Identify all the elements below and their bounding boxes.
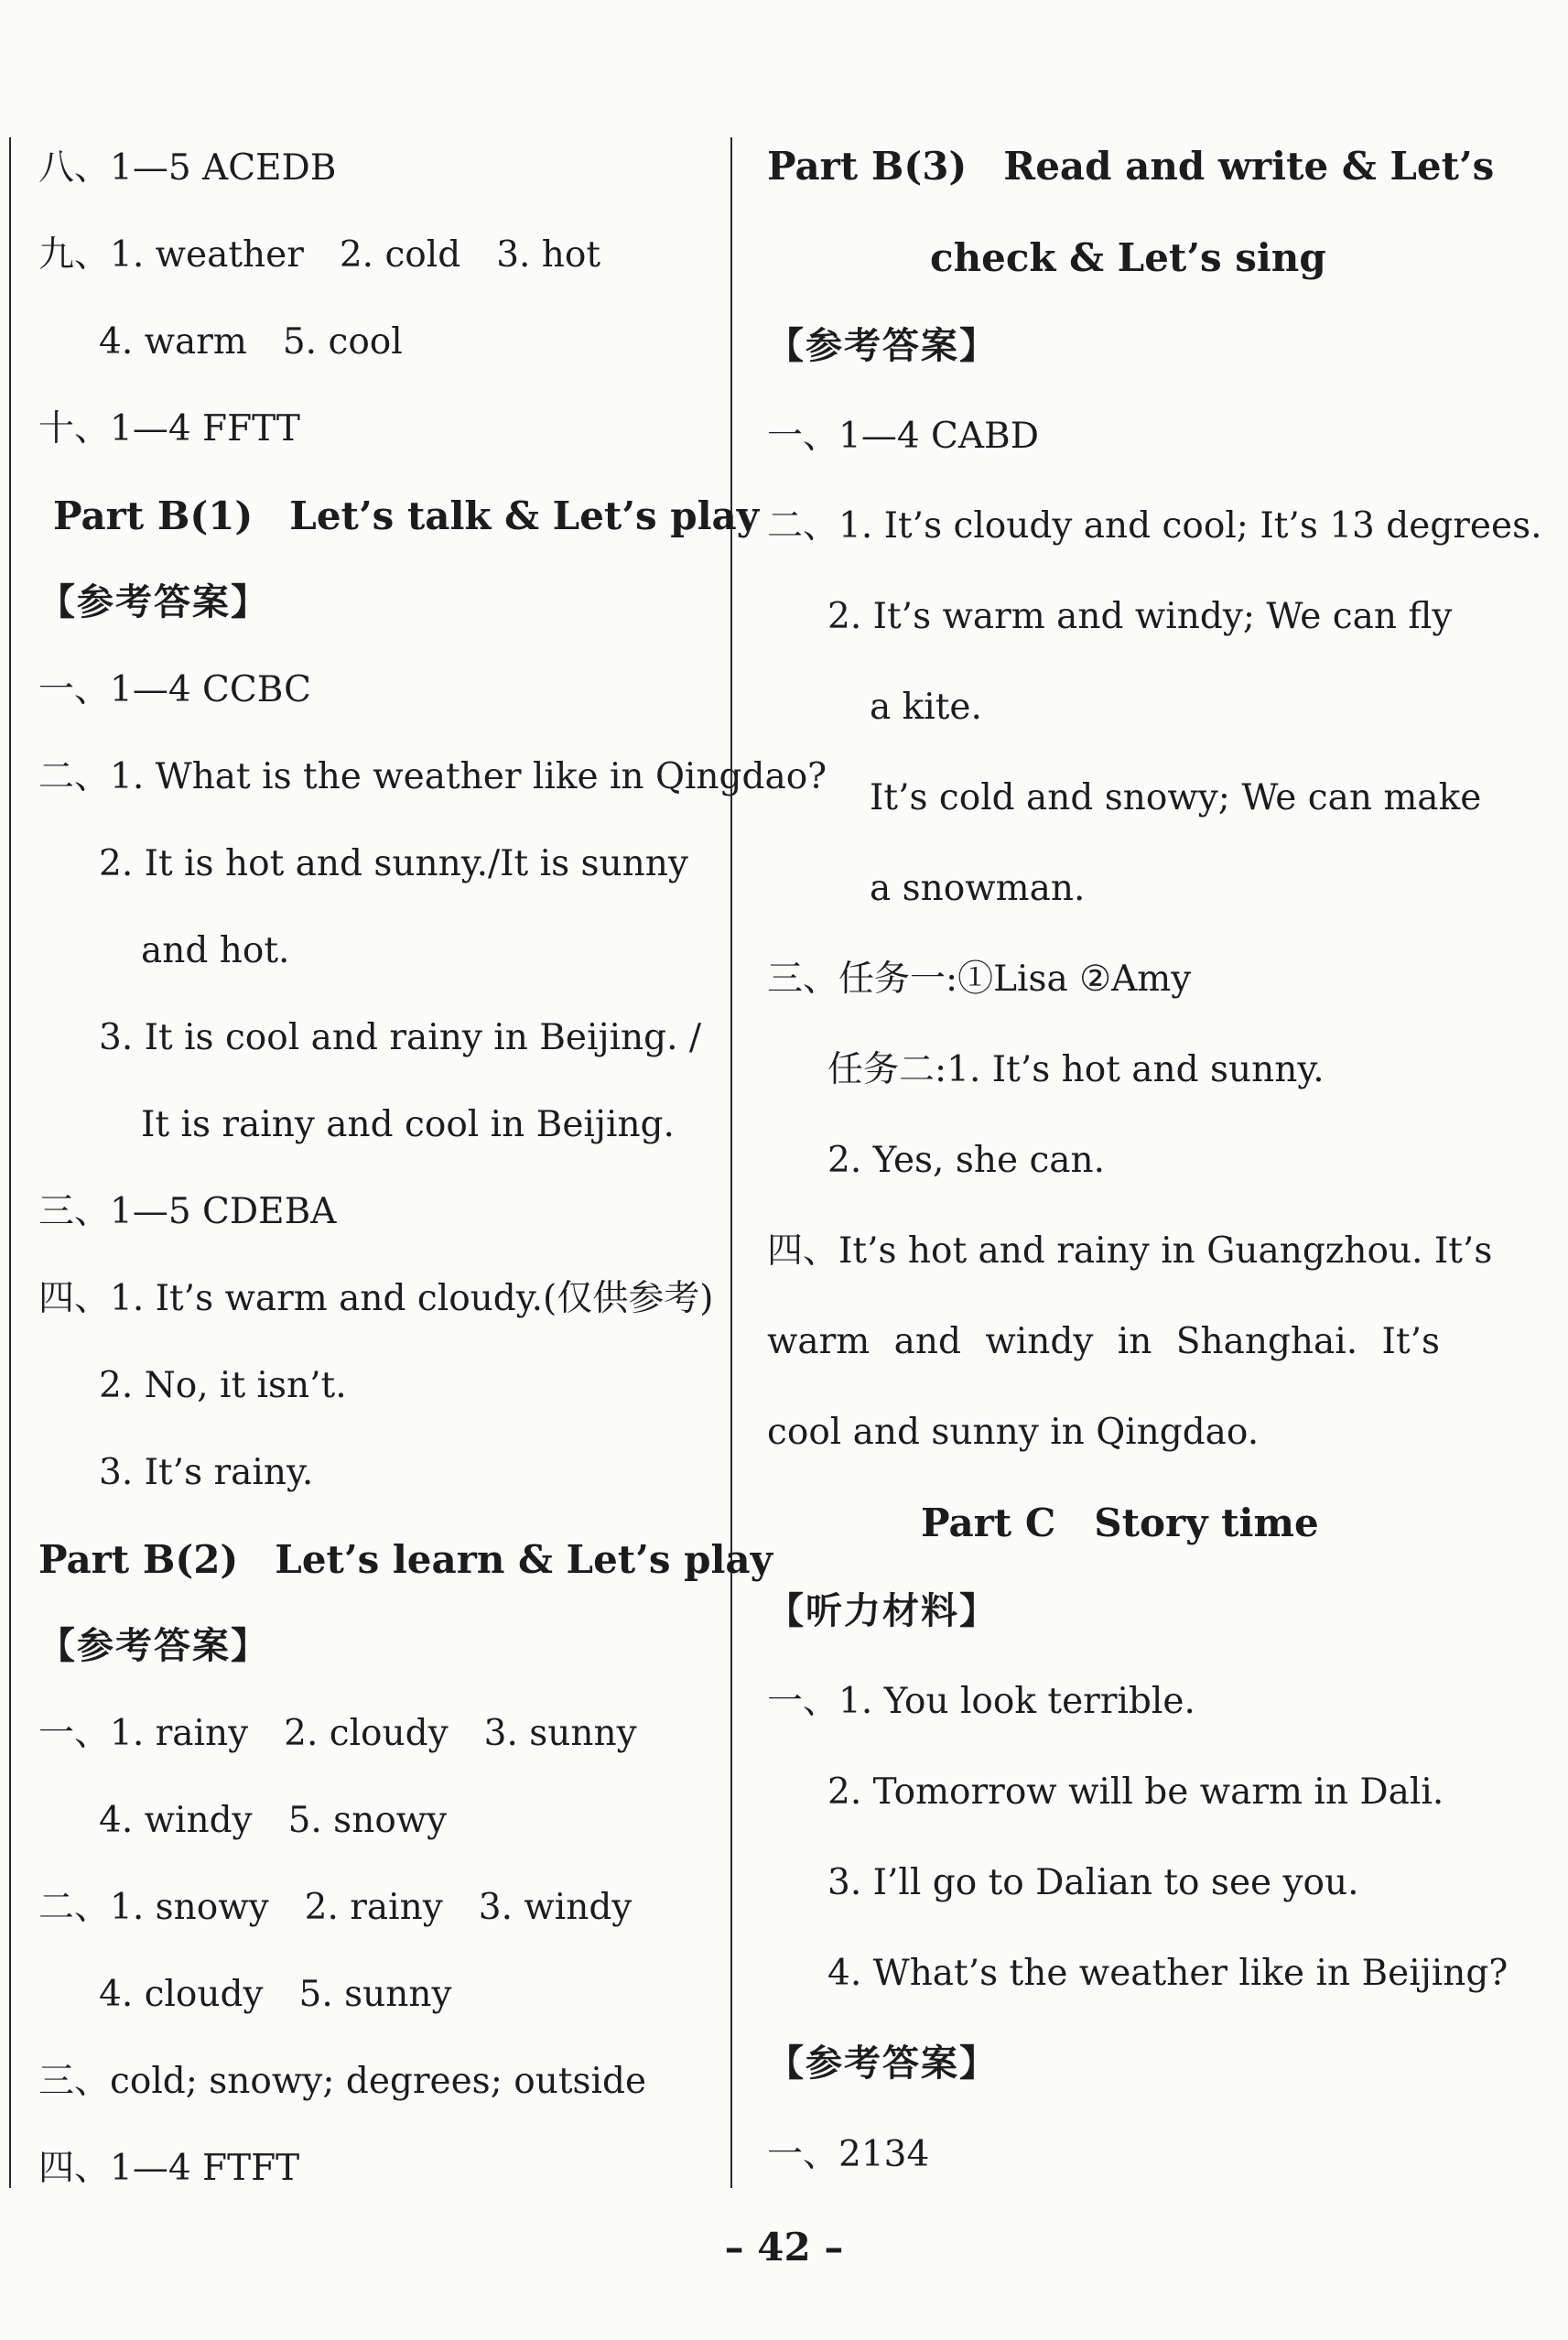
- answer-line: It’s cold and snowy; We can make: [870, 777, 1482, 818]
- answer-line: 2. It is hot and sunny./It is sunny: [99, 843, 688, 884]
- answer-line: 2. Yes, she can.: [827, 1140, 1106, 1181]
- section-heading: Part C Story time: [921, 1500, 1319, 1545]
- section-heading-part: Part B(2): [38, 1537, 239, 1582]
- answer-line: 一、1—4 CCBC: [38, 669, 311, 710]
- answer-line: 四、1—4 FTFT: [38, 2148, 300, 2189]
- left-margin-rule: [9, 137, 11, 2188]
- answer-line: 二、1. It’s cloudy and cool; It’s 13 degrees.: [767, 505, 1542, 547]
- answer-line: 九、1. weather 2. cold 3. hot: [38, 234, 601, 276]
- answer-line: 4. What’s the weather like in Beijing?: [827, 1953, 1509, 1994]
- answer-line: warm and windy in Shanghai. It’s: [767, 1321, 1441, 1362]
- answer-line: 2. It’s warm and windy; We can fly: [827, 596, 1453, 637]
- section-heading: [38, 1538, 773, 1582]
- listening-material-label: 【听力材料】: [767, 1591, 998, 1631]
- section-heading-title: Let’s talk & Let’s play: [289, 493, 760, 538]
- answer-line: 4. cloudy 5. sunny: [99, 1974, 452, 2015]
- section-heading-title: Let’s learn & Let’s play: [275, 1537, 773, 1582]
- answer-line: 三、任务一:①Lisa ②Amy: [767, 959, 1192, 1000]
- answer-line: 3. It is cool and rainy in Beijing. /: [99, 1017, 702, 1058]
- answer-key-label: 【参考答案】: [38, 582, 269, 623]
- answer-line: 4. warm 5. cool: [99, 321, 403, 363]
- answer-line: 3. It’s rainy.: [99, 1452, 314, 1493]
- page-number: – 42 –: [724, 2225, 844, 2270]
- answer-line: 一、1. rainy 2. cloudy 3. sunny: [38, 1713, 637, 1754]
- section-heading-continuation: check & Let’s sing: [930, 235, 1326, 280]
- answer-line: It is rainy and cool in Beijing.: [141, 1104, 675, 1145]
- answer-line: 2. No, it isn’t.: [99, 1365, 347, 1406]
- answer-key-label: 【参考答案】: [767, 326, 998, 366]
- answer-line: 十、1—4 FFTT: [38, 408, 300, 450]
- answer-line: 二、1. What is the weather like in Qingdao?: [38, 756, 827, 797]
- answer-line: and hot.: [141, 930, 290, 971]
- answer-line: a kite.: [870, 687, 982, 728]
- answer-line: 三、1—5 CDEBA: [38, 1191, 337, 1232]
- section-heading: [53, 494, 759, 538]
- section-heading-part: Part B(1): [53, 493, 254, 538]
- answer-line: 二、1. snowy 2. rainy 3. windy: [38, 1887, 633, 1928]
- answer-line: 3. I’ll go to Dalian to see you.: [827, 1862, 1359, 1903]
- section-heading-title: Read and write & Let’s: [1003, 144, 1495, 189]
- answer-line: cool and sunny in Qingdao.: [767, 1412, 1260, 1453]
- answer-key-label: 【参考答案】: [38, 1626, 269, 1666]
- answer-line: 4. windy 5. snowy: [99, 1800, 448, 1841]
- answer-line: 一、1—4 CABD: [767, 416, 1039, 457]
- answer-line: 一、2134: [767, 2134, 930, 2175]
- answer-line: 四、It’s hot and rainy in Guangzhou. It’s: [767, 1230, 1493, 1272]
- answer-line: a snowman.: [870, 868, 1086, 909]
- answer-line: 四、1. It’s warm and cloudy.(仅供参考): [38, 1278, 714, 1319]
- answer-line: 2. Tomorrow will be warm in Dali.: [827, 1771, 1444, 1813]
- answer-line: 一、1. You look terrible.: [767, 1681, 1195, 1722]
- column-divider: [730, 137, 732, 2188]
- section-heading-part: Part B(3): [767, 144, 968, 189]
- section-heading: [767, 145, 1494, 189]
- answer-line: 八、1—5 ACEDB: [38, 147, 337, 189]
- answer-key-label: 【参考答案】: [767, 2043, 998, 2084]
- answer-line: 三、cold; snowy; degrees; outside: [38, 2061, 647, 2102]
- answer-line: 任务二:1. It’s hot and sunny.: [827, 1049, 1325, 1090]
